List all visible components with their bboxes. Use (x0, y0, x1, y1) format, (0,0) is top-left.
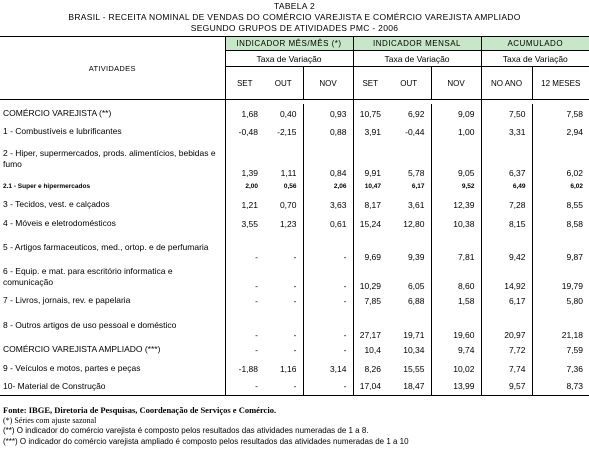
value-cell: 9,09 (431, 104, 481, 123)
value-cell: 15,24 (353, 214, 387, 233)
value-cell: 6,05 (407, 281, 425, 291)
value-cell: 19,79 (532, 262, 589, 291)
value-cell: 19,71 (403, 330, 425, 340)
activity-label: 6 - Equip. e mat. para escritório informatica e comunicação (3, 265, 173, 287)
value-cell: 10,02 (431, 359, 481, 378)
col-header: NOV (303, 67, 353, 100)
value-cell: 17,04 (353, 378, 387, 395)
activity-label: 1 - Combustíveis e lubrificantes (3, 126, 122, 136)
value-cell: -0,44 (405, 126, 425, 137)
value-cell: 12,80 (403, 218, 425, 229)
value-cell: 0,40 (279, 108, 297, 119)
value-cell: - (225, 291, 264, 310)
value-cell: - (303, 340, 353, 359)
value-cell: 9,42 (481, 233, 532, 262)
value-cell: 1,23 (279, 218, 297, 229)
value-cell: 8,55 (532, 195, 589, 214)
value-cell: 1,16 (279, 363, 297, 374)
note-seasonal: (*) Séries com ajuste sazonal (3, 415, 97, 425)
value-cell: - (225, 262, 264, 291)
activity-label: 9 - Veículos e motos, partes e peças (3, 363, 141, 373)
col-header: SET (353, 67, 387, 100)
value-cell: 18,47 (387, 378, 431, 395)
value-cell: 3,63 (303, 195, 353, 214)
value-cell: 0,84 (303, 140, 353, 178)
value-cell: - (293, 281, 297, 291)
value-cell: 10,75 (353, 104, 387, 123)
value-cell: 6,02 (532, 140, 589, 178)
value-cell: 0,70 (279, 199, 297, 210)
table-row (0, 291, 589, 310)
value-cell: 21,18 (532, 310, 589, 340)
note-varejista: (**) O indicador do comércio varejista é composto pelos resultados das atividades numeradas de 1 a 8. (3, 426, 369, 435)
table-row (0, 104, 589, 123)
note-ampliado: (***) O indicador do comércio varejista ampliado é composto pelos resultados das atividades numeradas de 1 a 10 (3, 436, 409, 446)
value-cell: - (293, 295, 297, 306)
group-header-acumulado: ACUMULADO (481, 37, 589, 51)
value-cell: 8,26 (353, 359, 387, 378)
value-cell: 5,80 (532, 291, 589, 310)
value-cell: 7,85 (353, 291, 387, 310)
atividades-header: ATIVIDADES (0, 37, 225, 100)
value-cell: 10,4 (353, 340, 387, 359)
value-cell: 7,50 (481, 104, 532, 123)
activity-label: COMÉRCIO VAREJISTA AMPLIADO (***) (3, 344, 161, 354)
value-cell: 8,73 (532, 378, 589, 395)
value-cell: 10,47 (353, 178, 387, 195)
value-cell: 9,39 (407, 252, 425, 262)
group-header-mes-mes: INDICADOR MÊS/MÊS (*) (225, 37, 353, 51)
table-row (0, 195, 589, 214)
value-cell: 6,92 (407, 108, 425, 119)
col-header: 12 MESES (532, 67, 589, 100)
value-cell: - (293, 344, 297, 355)
value-cell: - (303, 378, 353, 395)
activity-label: COMÉRCIO VAREJISTA (**) (3, 108, 112, 118)
value-cell: - (303, 310, 353, 340)
value-cell: -2,15 (277, 126, 297, 137)
value-cell: 1,39 (225, 140, 264, 178)
value-cell: - (225, 310, 264, 340)
table-subtitle: SEGUNDO GRUPOS DE ATIVIDADES PMC - 2006 (190, 23, 399, 33)
value-cell: 3,14 (303, 359, 353, 378)
value-cell: 6,17 (481, 291, 532, 310)
taxa-header-1: Taxa de Variação (225, 51, 353, 67)
value-cell: 1,21 (225, 195, 264, 214)
value-cell: 8,60 (431, 262, 481, 291)
col-header: OUT (387, 67, 431, 100)
value-cell: 13,99 (431, 378, 481, 395)
value-cell: 12,39 (431, 195, 481, 214)
value-cell: -0,48 (225, 123, 264, 140)
activity-label: 3 - Tecidos, vest. e calçados (3, 199, 110, 209)
value-cell: 7,81 (431, 233, 481, 262)
value-cell: 8,15 (481, 214, 532, 233)
value-cell: 7,74 (481, 359, 532, 378)
value-cell: 1,58 (431, 291, 481, 310)
value-cell: 9,57 (481, 378, 532, 395)
value-cell: 5,78 (407, 168, 425, 178)
source-note: Fonte: IBGE, Diretoria de Pesquisas, Coordenação de Serviços e Comércio. (3, 405, 277, 415)
value-cell: 7,59 (532, 340, 589, 359)
value-cell: 14,92 (481, 262, 532, 291)
value-cell: 6,37 (481, 140, 532, 178)
value-cell: 1,00 (431, 123, 481, 140)
value-cell: 27,17 (353, 310, 387, 340)
value-cell: 3,91 (353, 123, 387, 140)
col-header: SET (225, 67, 264, 100)
taxa-header-3: Taxa de Variação (481, 51, 589, 67)
value-cell: 1,68 (225, 104, 264, 123)
value-cell: 6,88 (407, 295, 425, 306)
value-cell: 6,17 (411, 183, 425, 190)
table-row (0, 310, 589, 340)
value-cell: 3,31 (481, 123, 532, 140)
activity-label: 2 - Hiper, supermercados, prods. alimentícios, bebidas e fumo (3, 148, 216, 169)
value-cell: 9,52 (431, 178, 481, 195)
value-cell: - (293, 330, 297, 340)
value-cell: - (264, 378, 303, 395)
value-cell: - (303, 291, 353, 310)
table-row (0, 359, 589, 378)
table-row (0, 123, 589, 140)
value-cell: 2,94 (532, 123, 589, 140)
value-cell: 0,61 (303, 214, 353, 233)
col-header: OUT (264, 67, 303, 100)
value-cell: 0,93 (303, 104, 353, 123)
value-cell: 7,58 (532, 104, 589, 123)
group-header-mensal: INDICADOR MENSAL (353, 37, 481, 51)
col-header: NO ANO (481, 67, 532, 100)
table-row (0, 233, 589, 262)
activity-label: 10- Material de Construção (0, 378, 225, 395)
value-cell: 10,38 (431, 214, 481, 233)
table-row (0, 214, 589, 233)
value-cell: 8,17 (353, 195, 387, 214)
activity-label: 4 - Móveis e eletrodomésticos (3, 218, 116, 228)
value-cell: 9,87 (532, 233, 589, 262)
table-row (0, 378, 589, 395)
value-cell: - (225, 233, 264, 262)
value-cell: -1,88 (225, 359, 264, 378)
value-cell: 0,88 (303, 123, 353, 140)
value-cell: 9,05 (431, 140, 481, 178)
table-row (0, 178, 589, 195)
value-cell: 0,56 (283, 183, 297, 190)
col-header: NOV (431, 67, 481, 100)
data-table (0, 36, 589, 396)
value-cell: 3,55 (225, 214, 264, 233)
value-cell: 2,00 (225, 178, 264, 195)
value-cell: 7,72 (481, 340, 532, 359)
value-cell: - (303, 262, 353, 291)
table-title: BRASIL - RECEITA NOMINAL DE VENDAS DO COMÉRCIO VAREJISTA E COMÉRCIO VAREJISTA AMPLIADO (68, 12, 521, 22)
taxa-header-2: Taxa de Variação (353, 51, 481, 67)
activity-label: 2.1 - Super e hipermercados (3, 183, 91, 190)
value-cell: 6,49 (481, 178, 532, 195)
value-cell: 6,02 (532, 178, 589, 195)
value-cell: - (303, 233, 353, 262)
value-cell: 3,61 (407, 199, 425, 210)
value-cell: 9,69 (353, 233, 387, 262)
value-cell: - (225, 378, 264, 395)
value-cell: 10,29 (353, 262, 387, 291)
value-cell: 15,55 (403, 363, 425, 374)
value-cell: - (225, 340, 264, 359)
activity-label: 7 - Livros, jornais, rev. e papelaria (3, 295, 131, 305)
value-cell: 1,11 (280, 168, 297, 178)
value-cell: 10,34 (403, 344, 425, 355)
value-cell: 9,91 (353, 140, 387, 178)
value-cell: 19,60 (431, 310, 481, 340)
value-cell: 2,06 (303, 178, 353, 195)
value-cell: 7,28 (481, 195, 532, 214)
value-cell: - (293, 252, 297, 262)
value-cell: 7,36 (532, 359, 589, 378)
table-number: TABELA 2 (274, 1, 315, 11)
value-cell: 8,58 (532, 214, 589, 233)
table-notes (3, 405, 409, 447)
table-row (0, 140, 589, 178)
activity-label: 8 - Outros artigos de uso pessoal e doméstico (3, 319, 177, 330)
table-row (0, 340, 589, 359)
value-cell: 20,97 (481, 310, 532, 340)
table-row (0, 262, 589, 291)
value-cell: 9,74 (431, 340, 481, 359)
activity-label: 5 - Artigos farmaceuticos, med., ortop. e de perfumaria (3, 242, 209, 252)
